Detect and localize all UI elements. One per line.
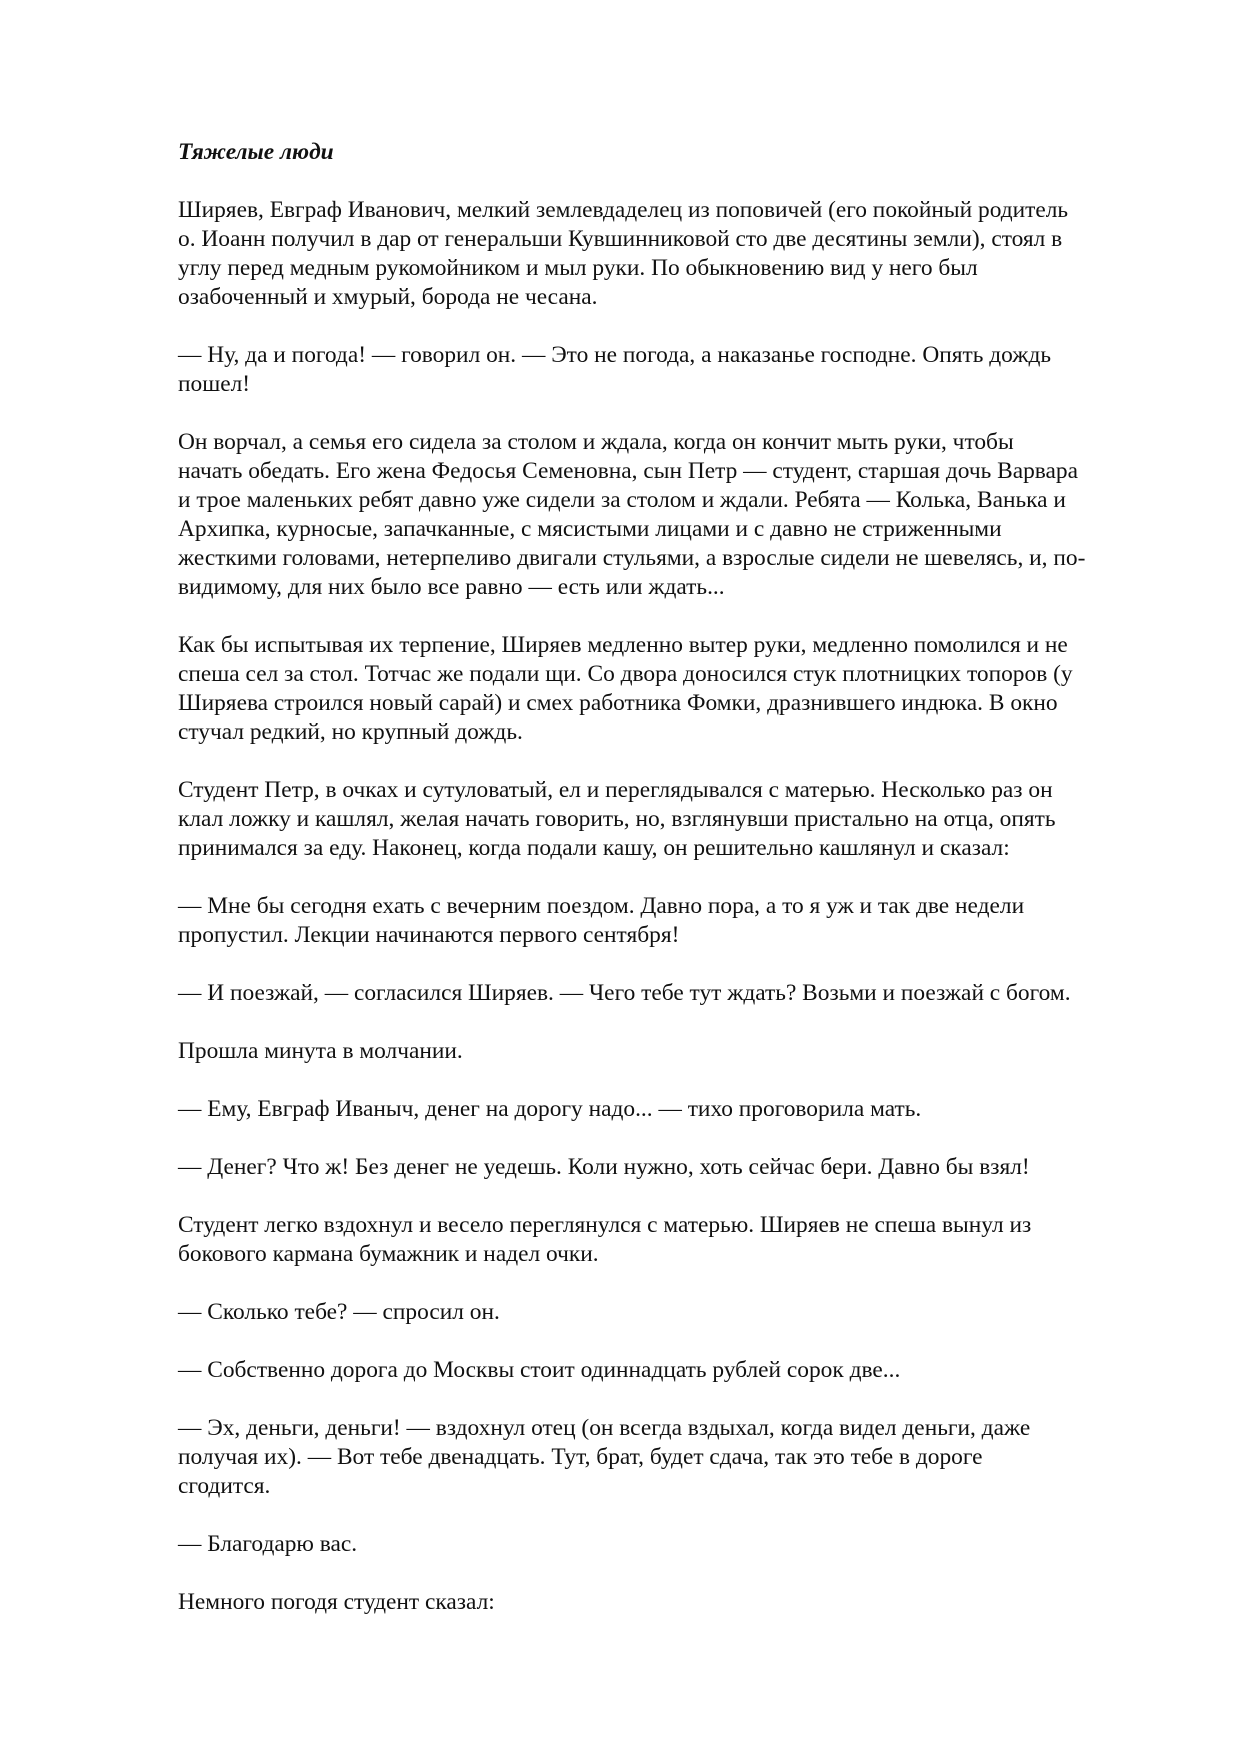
paragraph — [178, 1037, 1163, 1066]
text-line: — Собственно дорога до Москвы стоит одиннадцать рублей сорок две... — [178, 1357, 901, 1383]
text-line: — Ему, Евграф Иваныч, денег на дорогу надо... — тихо проговорила мать. — [178, 1096, 922, 1122]
paragraph — [178, 1356, 1163, 1385]
paragraph — [178, 428, 1163, 602]
text-line: углу перед медным рукомойником и мыл руки. По обыкновению вид у него был — [178, 255, 978, 281]
text-line: — И поезжай, — согласился Ширяев. — Чего тебе тут ждать? Возьми и поезжай с богом. — [178, 980, 1071, 1006]
text-line: принимался за еду. Наконец, когда подали кашу, он решительно кашлянул и сказал: — [178, 835, 1010, 861]
text-line: бокового кармана бумажник и надел очки. — [178, 1241, 599, 1267]
text-line: Как бы испытывая их терпение, Ширяев медленно вытер руки, медленно помолился и не — [178, 632, 1068, 658]
text-line: Студент Петр, в очках и сутуловатый, ел и переглядывался с матерью. Несколько раз он — [178, 777, 1053, 803]
text-line: — Мне бы сегодня ехать с вечерним поездом. Давно пора, а то я уж и так две недели — [178, 893, 1025, 919]
document-title: Тяжелые люди — [178, 139, 334, 165]
text-line: озабоченный и хмурый, борода не чесана. — [178, 284, 598, 310]
paragraph — [178, 892, 1163, 950]
paragraph — [178, 341, 1163, 399]
text-line: спеша сел за стол. Тотчас же подали щи. Со двора доносился стук плотницких топоров (у — [178, 661, 1073, 687]
text-line: пошел! — [178, 371, 251, 397]
text-line: Прошла минута в молчании. — [178, 1038, 463, 1064]
text-line: сгодится. — [178, 1473, 271, 1499]
paragraph — [178, 1414, 1163, 1501]
text-line: Немного погодя студент сказал: — [178, 1589, 495, 1615]
text-line: Архипка, курносые, запачканные, с мясистыми лицами и с давно не стриженными — [178, 516, 1002, 542]
paragraph — [178, 1153, 1163, 1182]
text-line: жесткими головами, нетерпеливо двигали стульями, а взрослые сидели не шевелясь, и, по- — [178, 545, 1086, 571]
paragraph — [178, 1588, 1163, 1617]
text-line: — Благодарю вас. — [178, 1531, 358, 1557]
text-line: Ширяева строился новый сарай) и смех работника Фомки, дразнившего индюка. В окно — [178, 690, 1058, 716]
text-line: пропустил. Лекции начинаются первого сентября! — [178, 922, 680, 948]
text-line: Ширяев, Евграф Иванович, мелкий землевдаделец из поповичей (его покойный родитель — [178, 197, 1069, 223]
text-line: о. Иоанн получил в дар от генеральши Кувшинниковой сто две десятины земли), стоял в — [178, 226, 1063, 252]
text-line: стучал редкий, но крупный дождь. — [178, 719, 523, 745]
text-line: — Сколько тебе? — спросил он. — [178, 1299, 500, 1325]
text-line: и трое маленьких ребят давно уже сидели за столом и ждали. Ребята — Колька, Ванька и — [178, 487, 1066, 513]
text-line: — Ну, да и погода! — говорил он. — Это не погода, а наказанье господне. Опять дождь — [178, 342, 1052, 368]
paragraph — [178, 1095, 1163, 1124]
text-line: видимому, для них было все равно — есть или ждать... — [178, 574, 725, 600]
text-line: Студент легко вздохнул и весело переглянулся с матерью. Ширяев не спеша вынул из — [178, 1212, 1032, 1238]
paragraph-list — [178, 196, 1163, 1617]
text-line: клал ложку и кашлял, желая начать говорить, но, взглянувши пристально на отца, опять — [178, 806, 1056, 832]
paragraph — [178, 1298, 1163, 1327]
paragraph — [178, 1211, 1163, 1269]
document-body — [178, 138, 1163, 1646]
text-line: получая их). — Вот тебе двенадцать. Тут, брат, будет сдача, так это тебе в дороге — [178, 1444, 983, 1470]
paragraph — [178, 631, 1163, 747]
paragraph — [178, 1530, 1163, 1559]
paragraph — [178, 776, 1163, 863]
text-line: начать обедать. Его жена Федосья Семеновна, сын Петр — студент, старшая дочь Варвара — [178, 458, 1078, 484]
text-line: — Эх, деньги, деньги! — вздохнул отец (он всегда вздыхал, когда видел деньги, даже — [178, 1415, 1031, 1441]
text-line: Он ворчал, а семья его сидела за столом и ждала, когда он кончит мыть руки, чтобы — [178, 429, 1014, 455]
paragraph — [178, 196, 1163, 312]
paragraph — [178, 979, 1163, 1008]
text-line: — Денег? Что ж! Без денег не уедешь. Коли нужно, хоть сейчас бери. Давно бы взял! — [178, 1154, 1030, 1180]
